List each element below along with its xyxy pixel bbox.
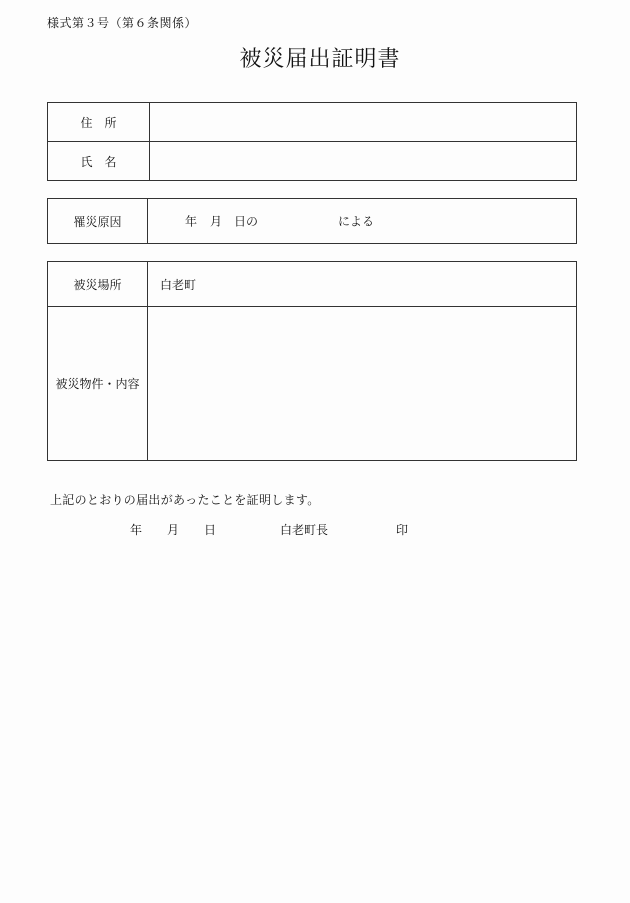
- cert-month-label: 月: [167, 523, 180, 537]
- items-field[interactable]: [148, 307, 577, 461]
- location-label: 被災場所: [48, 262, 148, 307]
- cause-year-label: 年: [185, 214, 198, 229]
- cause-label: 罹災原因: [48, 199, 148, 244]
- items-label: 被災物件・内容: [48, 307, 148, 461]
- items-row: [48, 307, 577, 461]
- damage-table: [47, 261, 577, 461]
- name-label: 氏 名: [48, 142, 150, 181]
- address-field[interactable]: [150, 103, 577, 142]
- cause-suffix-label: による: [338, 214, 375, 229]
- cert-year-label: 年: [130, 523, 143, 537]
- applicant-table: [47, 102, 577, 181]
- form-number: 様式第３号（第６条関係）: [47, 16, 198, 30]
- name-field[interactable]: [150, 142, 577, 181]
- address-label: 住 所: [48, 103, 150, 142]
- certification-statement: 上記のとおりの届出があったことを証明します。: [50, 493, 320, 507]
- cert-day-label: 日: [204, 523, 217, 537]
- address-row: [48, 103, 577, 142]
- page-title: 被災届出証明書: [239, 47, 401, 72]
- mayor-title: 白老町長: [280, 523, 329, 537]
- cause-row: [48, 199, 577, 244]
- location-field[interactable]: 白老町: [148, 262, 577, 307]
- cause-field[interactable]: [148, 199, 577, 244]
- cause-day-label: 日の: [234, 214, 259, 229]
- cause-table: [47, 198, 577, 244]
- cause-month-label: 月: [210, 214, 223, 229]
- location-row: [48, 262, 577, 307]
- seal-mark: 印: [396, 523, 409, 537]
- name-row: [48, 142, 577, 181]
